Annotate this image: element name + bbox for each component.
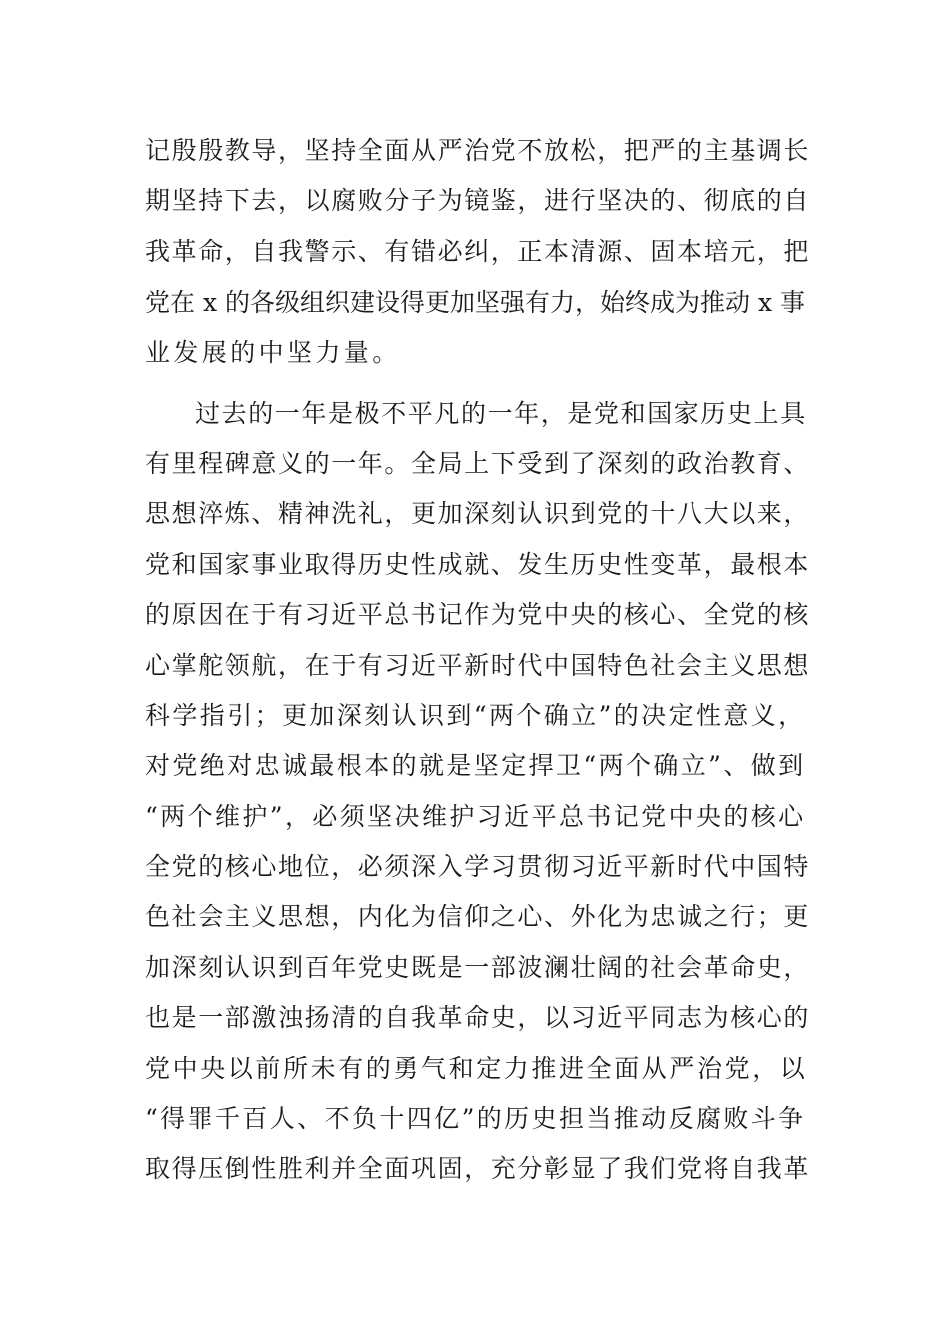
paragraph-2-line: 取得压倒性胜利并全面巩固，充分彰显了我们党将自我革 (145, 1154, 811, 1183)
paragraph-2-line: 色社会主义思想，内化为信仰之心、外化为忠诚之行；更 (145, 902, 811, 931)
paragraph-2-line: “两个维护”，必须坚决维护习近平总书记党中央的核心 (145, 802, 806, 831)
paragraph-2-line: 心掌舵领航，在于有习近平新时代中国特色社会主义思想 (145, 651, 811, 680)
paragraph-2-line: 也是一部激浊扬清的自我革命史，以习近平同志为核心的 (145, 1003, 811, 1032)
paragraph-2-line: 党中央以前所未有的勇气和定力推进全面从严治党，以 (145, 1054, 808, 1083)
paragraph-2-line: 对党绝对忠诚最根本的就是坚定捍卫“两个确立”、做到 (145, 751, 806, 780)
paragraph-2-line: 科学指引；更加深刻认识到“两个确立”的决定性意义， (145, 701, 806, 730)
paragraph-2-line: “得罪千百人、不负十四亿”的历史担当推动反腐败斗争 (145, 1104, 806, 1133)
paragraph-1-line: 期坚持下去，以腐败分子为镜鉴，进行坚决的、彻底的自 (145, 186, 811, 215)
paragraph-1-line: 我革命，自我警示、有错必纠，正本清源、固本培元，把 (145, 237, 811, 266)
paragraph-2-line: 加深刻认识到百年党史既是一部波澜壮阔的社会革命史， (145, 953, 811, 982)
paragraph-1-line: 业发展的中坚力量。 (145, 338, 401, 367)
paragraph-2-line: 思想淬炼、精神洗礼，更加深刻认识到党的十八大以来， (145, 499, 811, 528)
paragraph-1-line: 记殷殷教导，坚持全面从严治党不放松，把严的主基调长 (145, 136, 811, 165)
paragraph-2-line: 的原因在于有习近平总书记作为党中央的核心、全党的核 (145, 600, 811, 629)
paragraph-2-line: 全党的核心地位，必须深入学习贯彻习近平新时代中国特 (145, 852, 811, 881)
paragraph-1-line: 党在 x 的各级组织建设得更加坚强有力，始终成为推动 x 事 (145, 288, 805, 317)
paragraph-2-line: 党和国家事业取得历史性成就、发生历史性变革，最根本 (145, 550, 811, 579)
paragraph-2-line: 过去的一年是极不平凡的一年，是党和国家历史上具 (195, 399, 807, 428)
paragraph-2-line: 有里程碑意义的一年。全局上下受到了深刻的政治教育、 (145, 449, 811, 478)
